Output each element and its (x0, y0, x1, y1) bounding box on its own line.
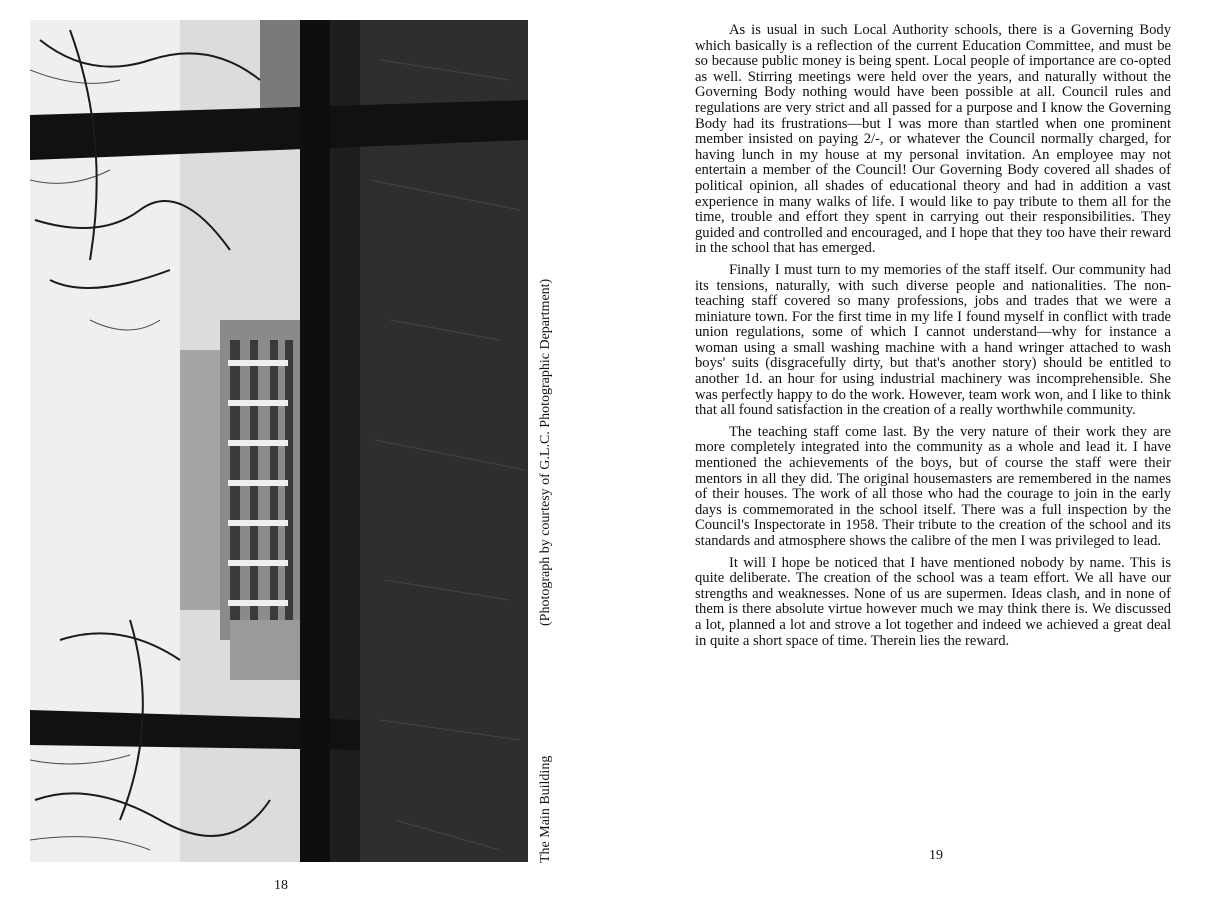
photo-credit: (Photograph by courtesy of G.L.C. Photographic Department) (538, 278, 553, 626)
page-number-right: 19 (929, 848, 943, 863)
body-text (695, 23, 1171, 655)
right-page (605, 0, 1210, 912)
page-number-left: 18 (274, 878, 288, 893)
photo-caption: The Main Building (538, 755, 553, 863)
paragraph-staff-memories: Finally I must turn to my memories of the staff itself. Our community had its tensions, naturally, with such diverse people and nationalities. The non-teaching staff covered so many professions, jobs and trades that we were a miniature town. For the first time in my life I found myself in conflict with trade union regulations, some of which I cannot understand—why for instance a woman using a small washing machine with a hand wringer attached to wash boys' suits (disgracefully dirty, but that's another story) should be entitled to another 1d. an hour for using industrial machinery was incomprehensible. She was perfectly happy to do the work. However, team work won, and I like to think that all found satisfaction in the creation of a really worthwhile community. (695, 261, 1171, 419)
paragraph-teaching-staff: The teaching staff come last. By the very nature of their work they are more completely integrated into the community as a whole and lead it. I have mentioned the achievements of the boys, but of course the staff were their mentors in all they did. The original housemasters are remembered in the names of their houses. The work of all those who had the courage to join in the early days is commemorated in the school itself. There was a full inspection by the Council's Inspectorate in 1958. Their tribute to the creation of the school and its standards and atmosphere shows the calibre of the men I was privileged to lead. (695, 423, 1171, 549)
main-building-photo (30, 20, 528, 862)
paragraph-team-effort: It will I hope be noticed that I have mentioned nobody by name. This is quite deliberate. The creation of the school was a team effort. We all have our strengths and weaknesses. None of us are supermen. Ideas clash, and in none of them is there absolute virtue however much we may think there is. We discussed a lot, planned a lot and strove a lot together and indeed we achieved a great deal in quite a short space of time. Therein lies the reward. (695, 554, 1171, 649)
paragraph-governing-body: As is usual in such Local Authority schools, there is a Governing Body which basically is a reflection of the current Education Committee, and must be so because public money is being spent. Local people of importance are co-opted as well. Stirring meetings were held over the years, and naturally without the Governing Body nothing would have been possible at all. Council rules and regulations are very strict and all passed for a purpose and I know the Governing Body had its frustrations—but I was more than startled when one prominent member insisted on paying 2/-, or whatever the Council normally charged, for having lunch in my house at my personal invitation. An employee may not entertain a member of the Council! Our Governing Body covered all shades of political opinion, all shades of educational theory and had in addition a vast experience in many walks of life. I would like to pay tribute to them all for the time, trouble and effort they spent in carrying out their responsibilities. They guided and controlled and encouraged, and I hope that they too have their reward in the school that has emerged. (695, 22, 1171, 257)
